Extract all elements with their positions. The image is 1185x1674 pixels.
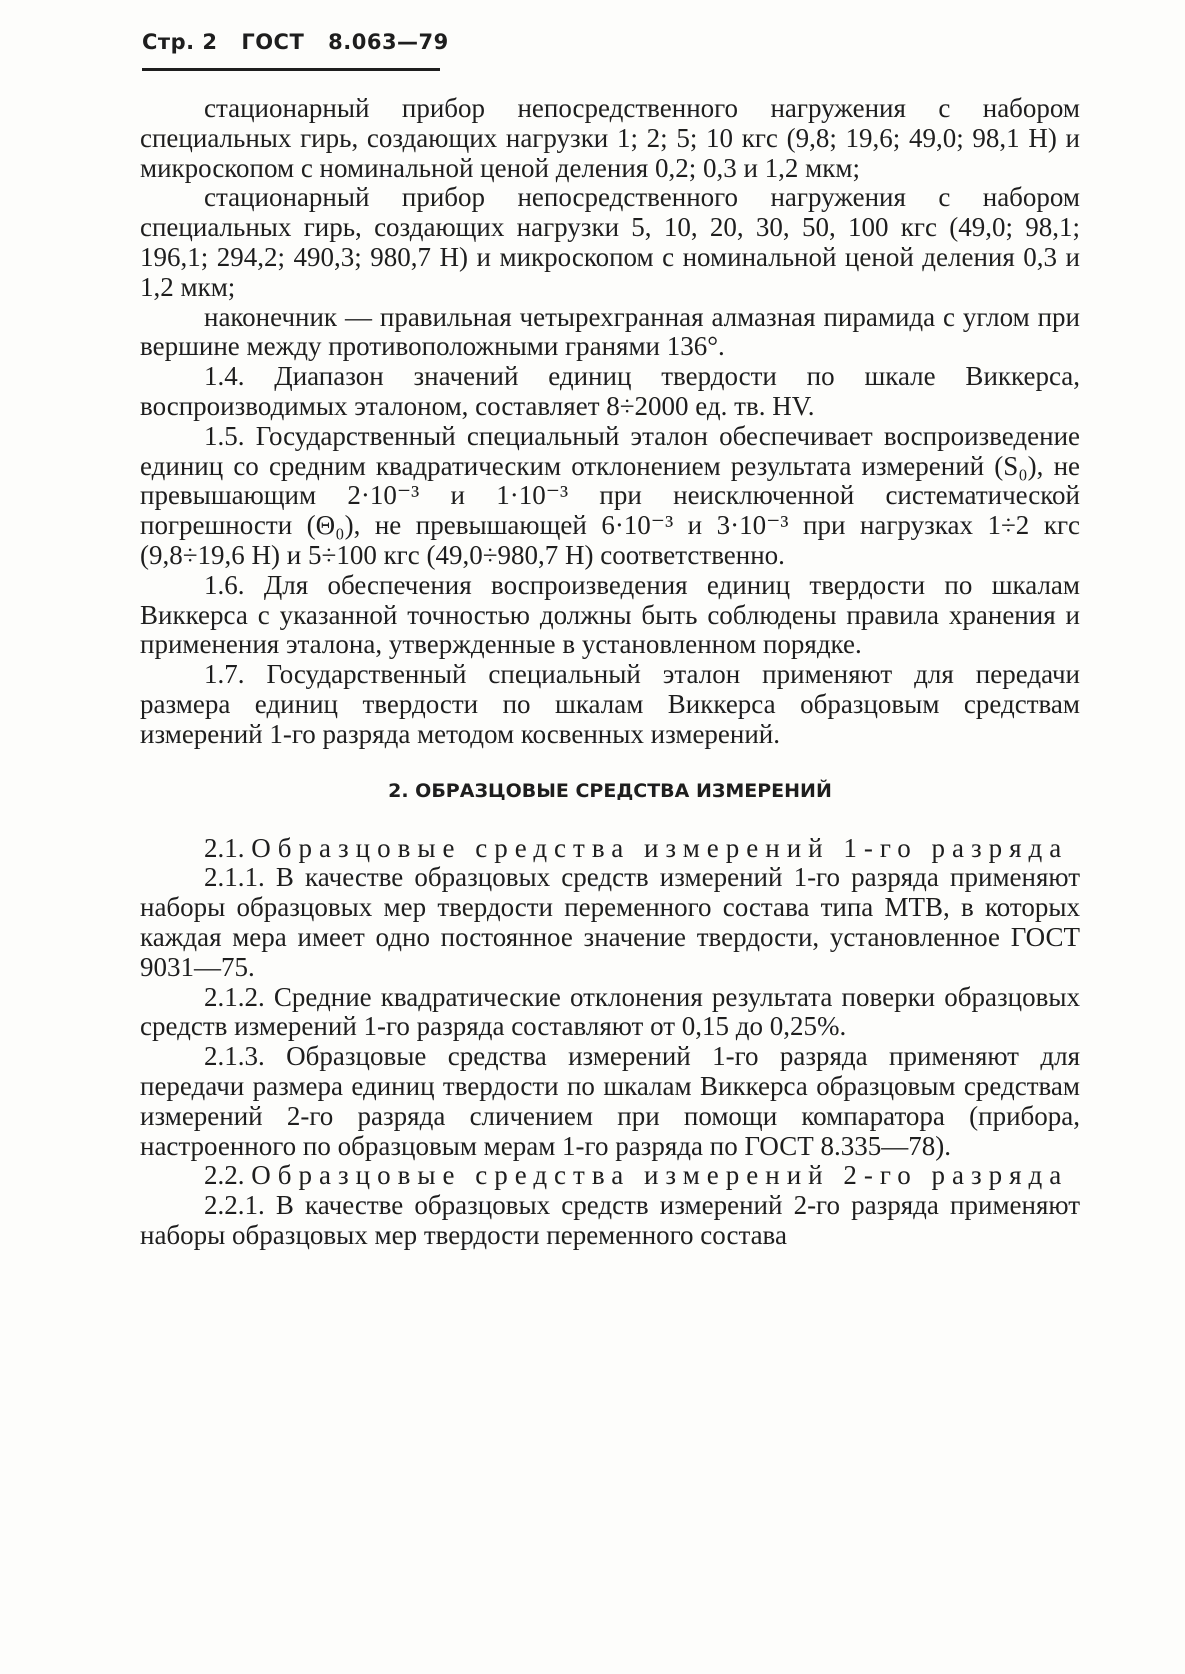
paragraph-2-1-1: 2.1.1. В качестве образцовых средств измерений 1-го разряда применяют наборы образцовых мер твердости переменного состава типа МТВ, в которых каждая мера имеет одно постоянное значение твердости, установленное ГОСТ 9031—75. <box>140 862 1080 982</box>
standard-number: 8.063—79 <box>328 30 449 54</box>
paragraph-1-5: 1.5. Государственный специальный эталон обеспечивает воспроизведение единиц со средним квадратическим отклонением результата измерений (S₀), не превышающим 2·10⁻³ и 1·10⁻³ при неисключенной систематической погрешности (Θ₀), не превышающей 6·10⁻³ и 3·10⁻³ при нагрузках 1÷2 кгс (9,8÷19,6 Н) и 5÷100 кгс (49,0÷980,7 Н) соответственно. <box>140 420 1080 570</box>
paragraph-1-7: 1.7. Государственный специальный эталон применяют для передачи размера единиц твердости по шкалам Виккерса образцовым средствам измерений 1-го разряда методом косвенных измерений. <box>140 659 1080 749</box>
paragraph-2-1-heading: Образцовые средства измерений 1-го разряда <box>251 832 1069 863</box>
document-body <box>140 94 1080 1251</box>
page-number: Стр. 2 <box>142 30 218 54</box>
paragraph-2-1-2: 2.1.2. Средние квадратические отклонения результата поверки образцовых средств измерений 1-го разряда составляют от 0,15 до 0,25%. <box>140 981 1080 1042</box>
paragraph-device-2: стационарный прибор непосредственного нагружения с набором специальных гирь, создающих нагрузки 5, 10, 20, 30, 50, 100 кгс (49,0; 98,1; 196,1; 294,2; 490,3; 980,7 Н) и микроскопом с номинальной ценой деления 0,3 и 1,2 мкм; <box>140 182 1080 302</box>
paragraph-device-1: стационарный прибор непосредственного нагружения с набором специальных гирь, создающих нагрузки 1; 2; 5; 10 кгс (9,8; 19,6; 49,0; 98,1 Н) и микроскопом с номинальной ценой деления 0,2; 0,3 и 1,2 мкм; <box>140 93 1080 183</box>
paragraph-2-2-1: 2.2.1. В качестве образцовых средств измерений 2-го разряда применяют наборы образцовых мер твердости переменного состава <box>140 1190 1080 1250</box>
page-header <box>142 30 465 54</box>
paragraph-2-2-heading: Образцовые средства измерений 2-го разряда <box>251 1160 1069 1191</box>
paragraph-2-2-number: 2.2. <box>204 1160 245 1191</box>
paragraph-2-2 <box>140 1161 1080 1191</box>
paragraph-1-4: 1.4. Диапазон значений единиц твердости по шкале Виккерса, воспроизводимых эталоном, составляет 8÷2000 ед. тв. HV. <box>140 361 1080 421</box>
paragraph-2-1-3: 2.1.3. Образцовые средства измерений 1-го разряда применяют для передачи размера единиц твердости по шкалам Виккерса образцовым средствам измерений 2-го разряда сличением при помощи компаратора (прибора, настроенного по образцовым мерам 1-го разряда по ГОСТ 8.335—78). <box>140 1041 1080 1161</box>
section-title: 2. ОБРАЗЦОВЫЕ СРЕДСТВА ИЗМЕРЕНИЙ <box>388 779 832 802</box>
paragraph-indenter: наконечник — правильная четырехгранная алмазная пирамида с углом при вершине между противоположными гранями 136°. <box>140 301 1080 362</box>
standard-label: ГОСТ <box>241 30 305 54</box>
paragraph-2-1 <box>140 834 1080 864</box>
paragraph-1-6: 1.6. Для обеспечения воспроизведения единиц твердости по шкалам Виккерса с указанной точностью должны быть соблюдены правила хранения и применения эталона, утвержденные в установленном порядке. <box>140 569 1080 660</box>
paragraph-2-1-number: 2.1. <box>204 832 245 863</box>
header-rule <box>142 68 440 71</box>
